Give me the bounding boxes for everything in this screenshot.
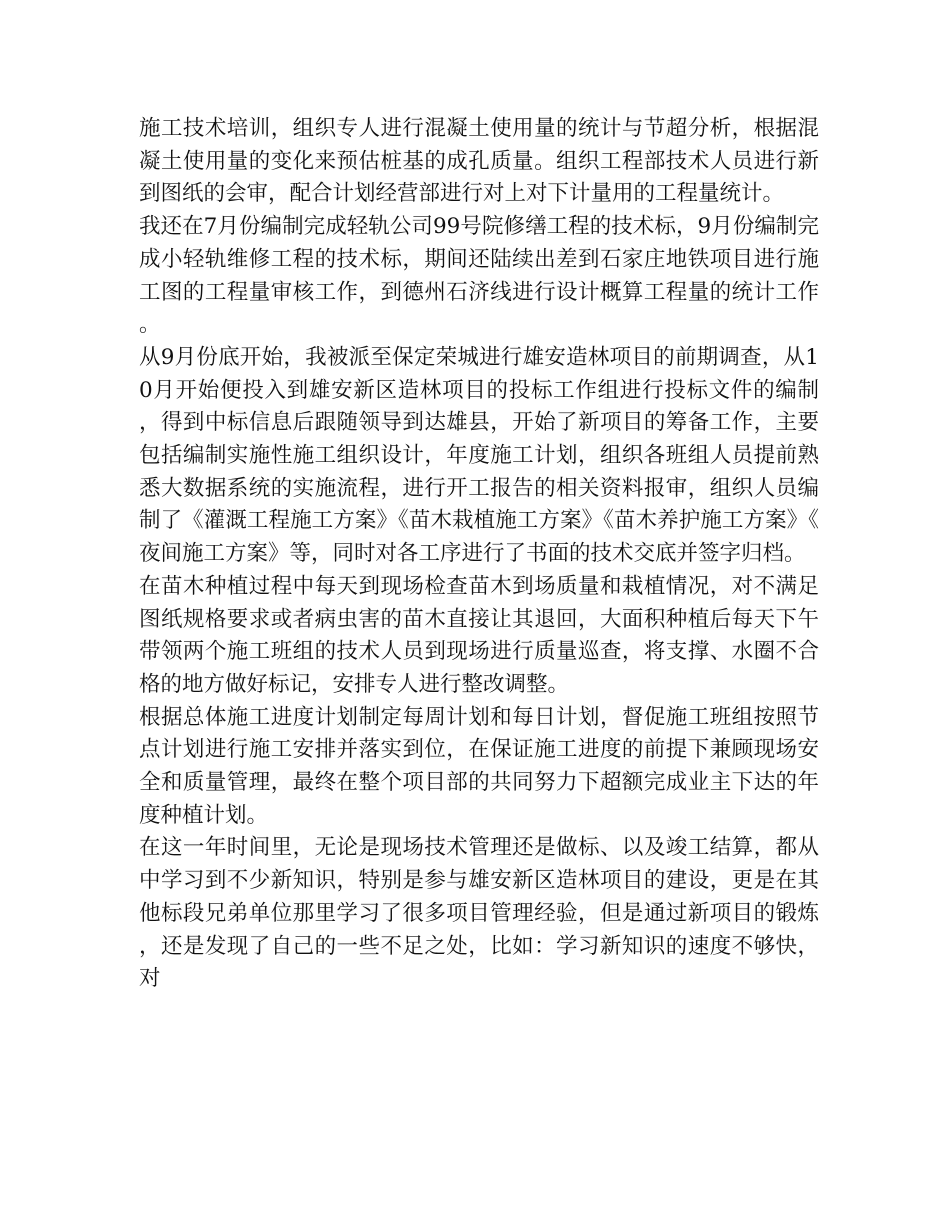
document-body bbox=[139, 113, 819, 996]
paragraph-training: 施工技术培训，组织专人进行混凝土使用量的统计与节超分析，根据混凝土使用量的变化来预估桩基的成孔质量。组织工程部技术人员进行新到图纸的会审，配合计划经营部进行对上对下计量用的工程量统计。 bbox=[139, 116, 819, 207]
paragraph-reflection: 在这一年时间里，无论是现场技术管理还是做标、以及竣工结算，都从中学习到不少新知识，特别是参与雄安新区造林项目的建设，更是在其他标段兄弟单位那里学习了很多项目管理经验，但是通过新项目的锻炼，还是发现了自己的一些不足之处，比如：学习新知识的速度不够快，对 bbox=[139, 835, 819, 992]
paragraph-planting-inspection: 在苗木种植过程中每天到现场检查苗木到场质量和栽植情况，对不满足图纸规格要求或者病虫害的苗木直接让其退回，大面积种植后每天下午带领两个施工班组的技术人员到现场进行质量巡查，将支撑、水圈不合格的地方做好标记，安排专人进行整改调整。 bbox=[139, 573, 819, 697]
paragraph-schedule: 根据总体施工进度计划制定每周计划和每日计划，督促施工班组按照节点计划进行施工安排并落实到位，在保证施工进度的前提下兼顾现场安全和质量管理，最终在整个项目部的共同努力下超额完成业主下达的年度种植计划。 bbox=[139, 704, 819, 828]
paragraph-technical-bids: 我还在7月份编制完成轻轨公司99号院修缮工程的技术标，9月份编制完成小轻轨维修工程的技术标，期间还陆续出差到石家庄地铁项目进行施工图的工程量审核工作，到德州石济线进行设计概算工程量的统计工作。 bbox=[139, 214, 819, 338]
paragraph-xiongan-project: 从9月份底开始，我被派至保定荣城进行雄安造林项目的前期调查，从10月开始便投入到雄安新区造林项目的投标工作组进行投标文件的编制，得到中标信息后跟随领导到达雄县，开始了新项目的筹备工作，主要包括编制实施性施工组织设计，年度施工计划，组织各班组人员提前熟悉大数据系统的实施流程，进行开工报告的相关资料报审，组织人员编制了《灌溉工程施工方案》《苗木栽植施工方案》《苗木养护施工方案》《夜间施工方案》等，同时对各工序进行了书面的技术交底并签字归档。 bbox=[139, 344, 819, 567]
